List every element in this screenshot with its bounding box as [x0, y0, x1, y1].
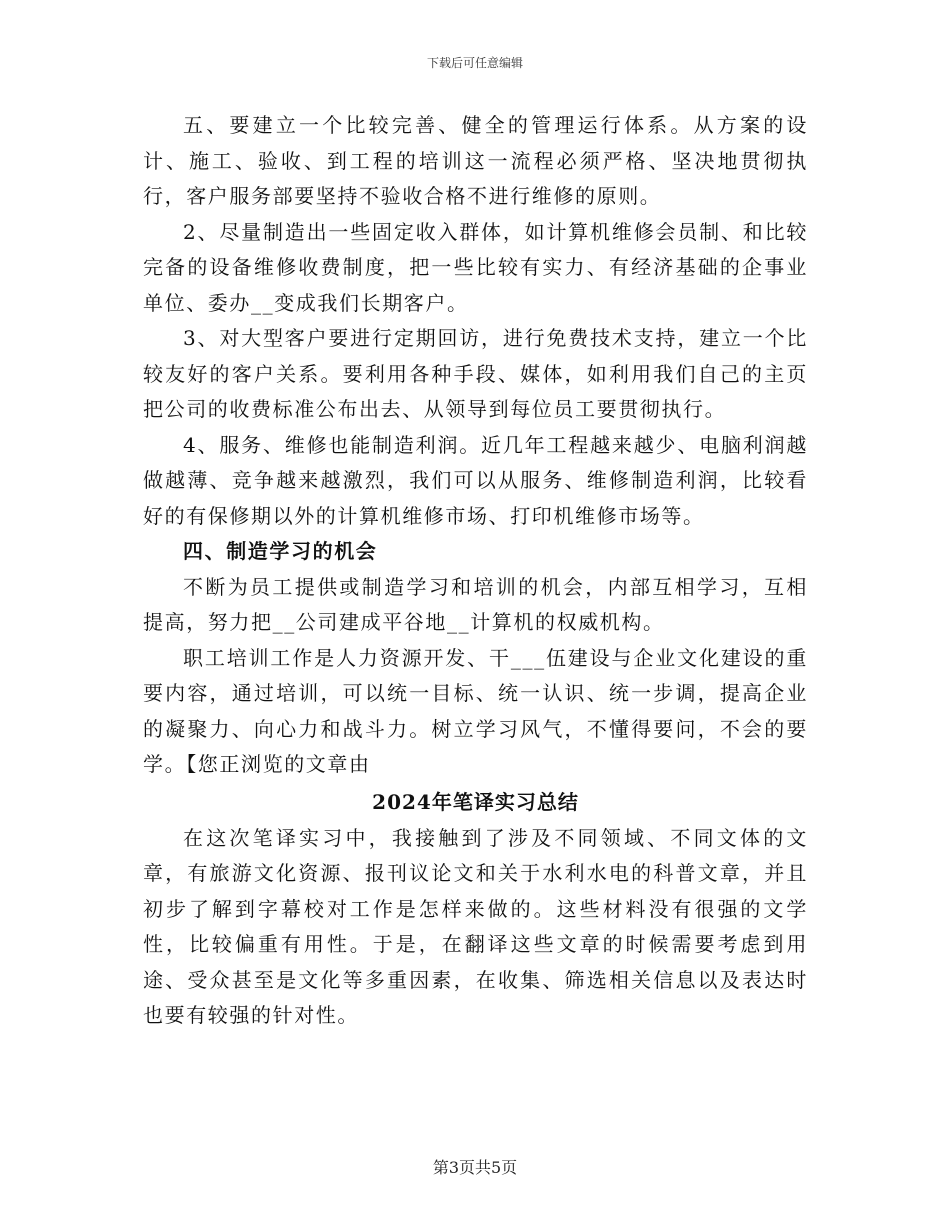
page-header: 下载后可任意编辑	[426, 56, 523, 70]
paragraph-translation-internship: 在这次笔译实习中，我接触到了涉及不同领域、不同文体的文章，有旅游文化资源、报刊议论文和关于水利水电的科普文章，并且初步了解到字幕校对工作是怎样来做的。这些材料没有很强的文学性，比较偏重有用性。于是，在翻译这些文章的时候需要考虑到用途、受众甚至是文化等多重因素，在收集、筛选相关信息以及表达时也要有较强的针对性。	[143, 825, 808, 1027]
section-heading: 四、制造学习的机会	[183, 539, 378, 563]
paragraph-fixed-income: 2、尽量制造出一些固定收入群体，如计算机维修会员制、和比较完备的设备维修收费制度，把一些比较有实力、有经济基础的企事业单位、委办__变成我们长期客户。	[143, 219, 808, 315]
paragraph-staff-training: 职工培训工作是人力资源开发、干___伍建设与企业文化建设的重要内容，通过培训，可以统一目标、统一认识、统一步调，提高企业的凝聚力、向心力和战斗力。树立学习风气，不懂得要问，不会的要学。【您正浏览的文章由	[143, 645, 808, 776]
document-body	[143, 108, 808, 1034]
paragraph-learning-opportunity: 不断为员工提供或制造学习和培训的机会，内部互相学习，互相提高，努力把__公司建成平谷地__计算机的权威机构。	[143, 574, 808, 634]
paragraph-customer-visits: 3、对大型客户要进行定期回访，进行免费技术支持，建立一个比较友好的客户关系。要利用各种手段、媒体，如利用我们自己的主页把公司的收费标准公布出去、从领导到每位员工要贯彻执行。	[143, 326, 808, 421]
page-number-footer: 第3页共5页	[432, 1158, 518, 1177]
paragraph-management-system: 五、要建立一个比较完善、健全的管理运行体系。从方案的设计、施工、验收、到工程的培训这一流程必须严格、坚决地贯彻执行，客户服务部要坚持不验收合格不进行维修的原则。	[143, 113, 808, 208]
document-title: 2024年笔译实习总结	[372, 789, 579, 814]
paragraph-service-profit: 4、服务、维修也能制造利润。近几年工程越来越少、电脑利润越做越薄、竞争越来越激烈，我们可以从服务、维修制造利润，比较看好的有保修期以外的计算机维修市场、打印机维修市场等。	[143, 432, 808, 528]
